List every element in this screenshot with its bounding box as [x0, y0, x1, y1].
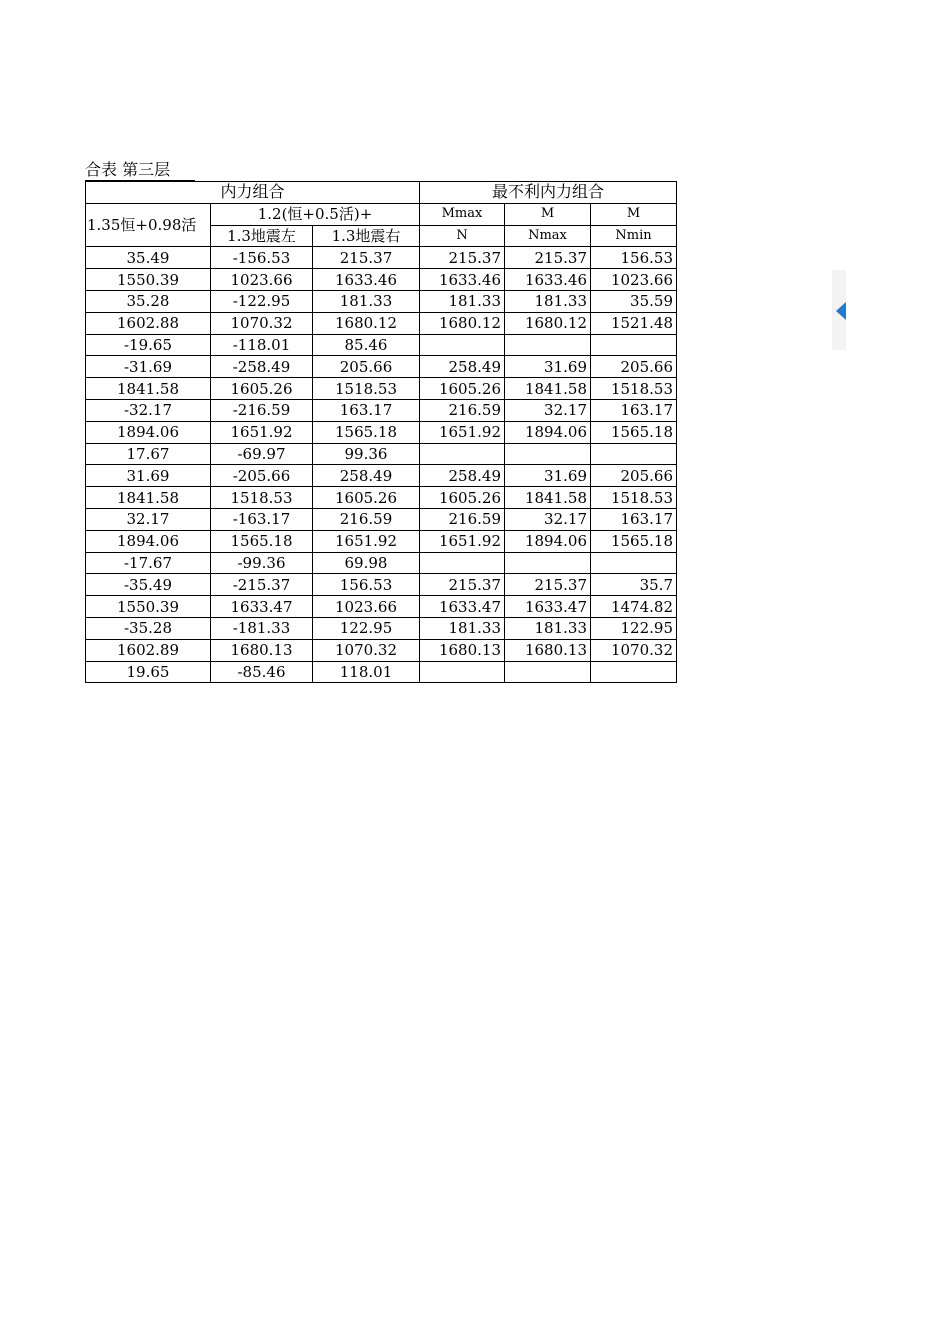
header-seismic-right: 1.3地震右	[313, 225, 420, 247]
table-cell: 118.01	[313, 661, 420, 683]
table-cell: 1841.58	[505, 378, 591, 400]
header-dead-live-combination: 1.35恒+0.98活	[86, 203, 211, 247]
table-cell: 1602.88	[86, 312, 211, 334]
table-cell: 1023.66	[591, 269, 677, 291]
table-row	[86, 334, 677, 356]
table-cell	[591, 443, 677, 465]
table-cell: 258.49	[313, 465, 420, 487]
table-cell: 19.65	[86, 661, 211, 683]
table-cell: 258.49	[420, 465, 505, 487]
table-cell: 205.66	[591, 465, 677, 487]
table-cell: 215.37	[505, 574, 591, 596]
table-cell: 1841.58	[86, 378, 211, 400]
table-cell: -19.65	[86, 334, 211, 356]
table-body	[86, 247, 677, 683]
table-cell: 32.17	[505, 399, 591, 421]
table-cell: 17.67	[86, 443, 211, 465]
table-cell: -99.36	[211, 552, 313, 574]
table-cell: -17.67	[86, 552, 211, 574]
header-mmax: Mmax	[420, 203, 505, 225]
table-cell: -156.53	[211, 247, 313, 269]
table-row	[86, 530, 677, 552]
table-row	[86, 661, 677, 683]
table-cell: 35.28	[86, 290, 211, 312]
table-cell: 163.17	[591, 508, 677, 530]
table-cell: -35.49	[86, 574, 211, 596]
table-cell: -35.28	[86, 617, 211, 639]
table-cell: 1894.06	[505, 421, 591, 443]
table-cell: 1565.18	[591, 530, 677, 552]
table-cell: 216.59	[313, 508, 420, 530]
table-cell	[505, 552, 591, 574]
table-cell: 1550.39	[86, 269, 211, 291]
table-cell: 163.17	[591, 399, 677, 421]
table-cell: 69.98	[313, 552, 420, 574]
table-cell: 1894.06	[86, 421, 211, 443]
table-cell: 1550.39	[86, 596, 211, 618]
table-row	[86, 421, 677, 443]
table-cell: 1633.47	[211, 596, 313, 618]
table-row	[86, 399, 677, 421]
table-cell: 1894.06	[86, 530, 211, 552]
table-row	[86, 508, 677, 530]
table-cell: 1518.53	[591, 487, 677, 509]
table-cell: 32.17	[505, 508, 591, 530]
triangle-left-icon[interactable]	[836, 302, 846, 320]
table-cell	[420, 552, 505, 574]
table-cell: -181.33	[211, 617, 313, 639]
table-cell: 1605.26	[313, 487, 420, 509]
table-cell: 205.66	[313, 356, 420, 378]
table-cell: 1680.13	[211, 639, 313, 661]
table-cell: 181.33	[420, 290, 505, 312]
table-cell: 156.53	[591, 247, 677, 269]
table-cell: 1023.66	[211, 269, 313, 291]
header-nmin: Nmin	[591, 225, 677, 247]
table-cell: 1680.12	[420, 312, 505, 334]
table-row	[86, 312, 677, 334]
header-m-nmin: M	[591, 203, 677, 225]
table-cell: 215.37	[313, 247, 420, 269]
table-cell: -32.17	[86, 399, 211, 421]
header-n: N	[420, 225, 505, 247]
table-cell: 1841.58	[505, 487, 591, 509]
table-cell: -69.97	[211, 443, 313, 465]
table-cell: 1565.18	[313, 421, 420, 443]
table-cell: 31.69	[505, 356, 591, 378]
header-m-nmax: M	[505, 203, 591, 225]
table-cell: 122.95	[313, 617, 420, 639]
table-row	[86, 487, 677, 509]
sheet-title: 合表 第三层	[85, 160, 195, 181]
header-row-1	[86, 182, 677, 204]
table-cell: 85.46	[313, 334, 420, 356]
table-cell: 205.66	[591, 356, 677, 378]
table-cell: 1602.89	[86, 639, 211, 661]
table-cell: 35.7	[591, 574, 677, 596]
table-cell: 258.49	[420, 356, 505, 378]
table-row	[86, 617, 677, 639]
table-cell: 31.69	[86, 465, 211, 487]
table-cell: 1633.47	[420, 596, 505, 618]
table-cell	[420, 443, 505, 465]
table-cell: -118.01	[211, 334, 313, 356]
table-cell: 35.59	[591, 290, 677, 312]
table-cell: -215.37	[211, 574, 313, 596]
table-row	[86, 443, 677, 465]
table-cell: 35.49	[86, 247, 211, 269]
table-cell: 1633.46	[313, 269, 420, 291]
table-cell	[505, 443, 591, 465]
table-cell: 156.53	[313, 574, 420, 596]
table-cell: 1651.92	[211, 421, 313, 443]
header-row-2	[86, 203, 677, 225]
table-row	[86, 574, 677, 596]
table-cell: 1070.32	[211, 312, 313, 334]
table-cell	[420, 661, 505, 683]
table-row	[86, 465, 677, 487]
table-cell: 1680.13	[420, 639, 505, 661]
table-cell: 216.59	[420, 399, 505, 421]
table-row	[86, 269, 677, 291]
table-cell: 181.33	[505, 617, 591, 639]
header-nmax: Nmax	[505, 225, 591, 247]
header-worst-combination: 最不利内力组合	[420, 182, 677, 204]
table-cell: 99.36	[313, 443, 420, 465]
table-row	[86, 639, 677, 661]
table-cell: 1070.32	[313, 639, 420, 661]
table-cell: 1651.92	[313, 530, 420, 552]
table-row	[86, 356, 677, 378]
table-cell: 1023.66	[313, 596, 420, 618]
table-cell: 163.17	[313, 399, 420, 421]
table-cell: 1474.82	[591, 596, 677, 618]
table-cell: 1651.92	[420, 421, 505, 443]
table-cell	[591, 552, 677, 574]
table-cell: 32.17	[86, 508, 211, 530]
table-cell: -216.59	[211, 399, 313, 421]
table-cell: 1070.32	[591, 639, 677, 661]
table-cell: 1521.48	[591, 312, 677, 334]
table-cell: 181.33	[505, 290, 591, 312]
table-cell: 1605.26	[420, 487, 505, 509]
header-seismic-group: 1.2(恒+0.5活)+	[211, 203, 420, 225]
table-cell: 31.69	[505, 465, 591, 487]
table-cell: -163.17	[211, 508, 313, 530]
table-cell: 1518.53	[313, 378, 420, 400]
table-cell: 1894.06	[505, 530, 591, 552]
table-row	[86, 596, 677, 618]
table-row	[86, 247, 677, 269]
table-cell: 1565.18	[211, 530, 313, 552]
table-cell: 215.37	[420, 574, 505, 596]
table-cell	[505, 334, 591, 356]
table-cell: 1841.58	[86, 487, 211, 509]
table-cell: 1680.12	[505, 312, 591, 334]
table-cell: 122.95	[591, 617, 677, 639]
header-seismic-left: 1.3地震左	[211, 225, 313, 247]
table-cell: 1633.47	[505, 596, 591, 618]
table-row	[86, 290, 677, 312]
table-cell: 1651.92	[420, 530, 505, 552]
table-cell: 1565.18	[591, 421, 677, 443]
table-cell: 1518.53	[211, 487, 313, 509]
table-cell: 1605.26	[420, 378, 505, 400]
table-cell: 181.33	[313, 290, 420, 312]
table-row	[86, 378, 677, 400]
table-cell: -258.49	[211, 356, 313, 378]
table-cell: -31.69	[86, 356, 211, 378]
table-cell: 1518.53	[591, 378, 677, 400]
table-cell: 1680.12	[313, 312, 420, 334]
table-cell	[505, 661, 591, 683]
table-cell: 215.37	[420, 247, 505, 269]
table-cell: -205.66	[211, 465, 313, 487]
table-cell: 181.33	[420, 617, 505, 639]
table-cell	[591, 334, 677, 356]
table-cell: -122.95	[211, 290, 313, 312]
table-cell: 1605.26	[211, 378, 313, 400]
header-internal-force-combination: 内力组合	[86, 182, 420, 204]
table-row	[86, 552, 677, 574]
table-cell	[420, 334, 505, 356]
table-cell: 215.37	[505, 247, 591, 269]
table-cell: 1633.46	[420, 269, 505, 291]
table-cell: 1633.46	[505, 269, 591, 291]
table-cell: -85.46	[211, 661, 313, 683]
table-cell: 216.59	[420, 508, 505, 530]
table-cell: 1680.13	[505, 639, 591, 661]
table-cell	[591, 661, 677, 683]
force-combination-table	[85, 181, 677, 683]
